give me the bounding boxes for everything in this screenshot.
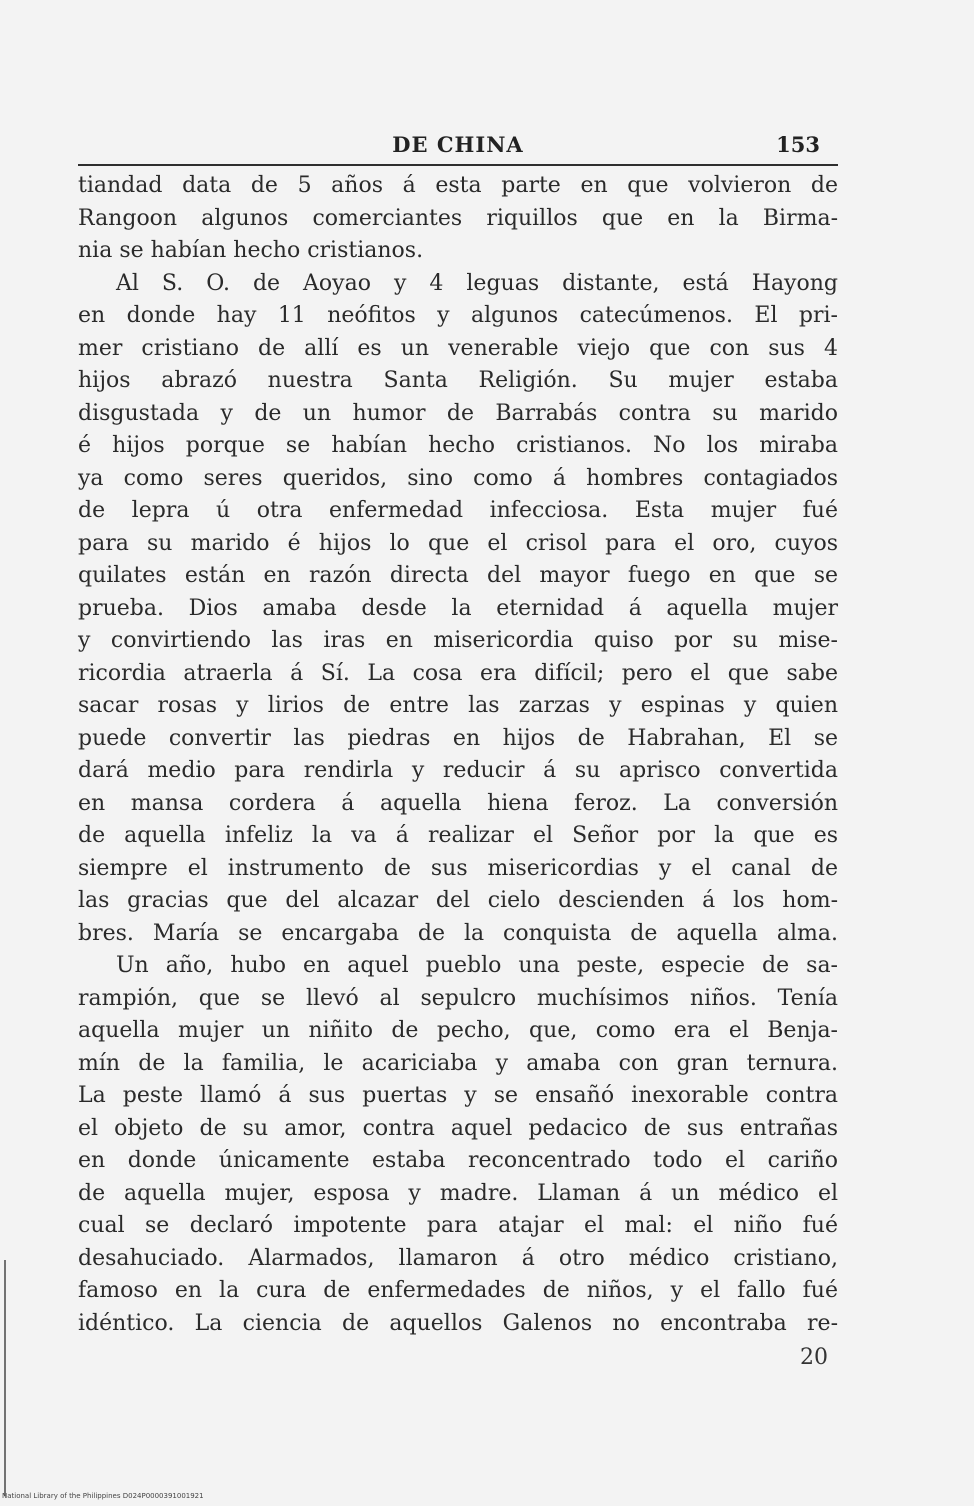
text-line: hijos abrazó nuestra Santa Religión. Su mujer estaba [78, 368, 838, 393]
text-line: nia se habían hecho cristianos. [78, 238, 424, 263]
text-line: La peste llamó á sus puertas y se ensañó inexorable contra [78, 1083, 838, 1108]
text-line: sacar rosas y lirios de entre las zarzas y espinas y quien [78, 693, 838, 718]
signature-mark: 20 [800, 1345, 828, 1370]
page-edge-line [4, 1260, 6, 1496]
text-line: é hijos porque se habían hecho cristianos. No los miraba [78, 433, 838, 458]
text-line: Al S. O. de Aoyao y 4 leguas distante, está Hayong [116, 270, 838, 296]
text-line: ya como seres queridos, sino como á hombres contagiados [78, 465, 838, 491]
text-line: ricordia atraerla á Sí. La cosa era difícil; pero el que sabe [78, 660, 838, 686]
text-line: cual se declaró impotente para atajar el mal: el niño fué [78, 1213, 838, 1238]
text-line: aquella mujer un niñito de pecho, que, como era el Benja- [78, 1018, 838, 1043]
footer-stamp: National Library of the Philippines D024P0000391001921 [2, 1492, 204, 1500]
text-line: el objeto de su amor, contra aquel pedacico de sus entrañas [78, 1115, 838, 1141]
body-text [78, 170, 838, 1340]
text-line: prueba. Dios amaba desde la eternidad á aquella mujer [78, 595, 838, 621]
text-line: las gracias que del alcazar del cielo descienden á los hom- [78, 888, 838, 913]
text-line: tiandad data de 5 años á esta parte en que volvieron de [78, 173, 838, 198]
text-line: Un año, hubo en aquel pueblo una peste, especie de sa- [116, 953, 838, 978]
text-line: idéntico. La ciencia de aquellos Galenos no encontraba re- [78, 1310, 838, 1336]
text-line: rampión, que se llevó al sepulcro muchísimos niños. Tenía [78, 985, 838, 1011]
text-line: puede convertir las piedras en hijos de Habrahan, El se [78, 725, 838, 751]
text-line: bres. María se encargaba de la conquista de aquella alma. [78, 920, 838, 946]
text-line: Rangoon algunos comerciantes riquillos que en la Birma- [78, 205, 838, 231]
text-line: desahuciado. Alarmados, llamaron á otro médico cristiano, [78, 1245, 838, 1271]
text-line: siempre el instrumento de sus misericordias y el canal de [78, 855, 838, 881]
text-line: quilates están en razón directa del mayor fuego en que se [78, 563, 838, 588]
text-line: en donde hay 11 neófitos y algunos catecúmenos. El pri- [78, 303, 838, 328]
text-line: y convirtiendo las iras en misericordia quiso por su mise- [78, 628, 838, 653]
text-line: famoso en la cura de enfermedades de niños, y el fallo fué [78, 1278, 838, 1303]
text-line: para su marido é hijos lo que el crisol para el oro, cuyos [78, 530, 838, 556]
text-line: en mansa cordera á aquella hiena feroz. La conversión [78, 790, 838, 816]
page-header [78, 132, 838, 162]
text-line: disgustada y de un humor de Barrabás contra su marido [78, 400, 838, 426]
text-line: mín de la familia, le acariciaba y amaba con gran ternura. [78, 1050, 838, 1076]
page-number: 153 [776, 132, 820, 157]
text-line: dará medio para rendirla y reducir á su aprisco convertida [78, 758, 838, 783]
text-line: en donde únicamente estaba reconcentrado todo el cariño [78, 1148, 838, 1173]
text-line: de lepra ú otra enfermedad infecciosa. Esta mujer fué [78, 498, 838, 523]
text-line: de aquella mujer, esposa y madre. Llaman á un médico el [78, 1180, 838, 1206]
text-line: mer cristiano de allí es un venerable viejo que con sus 4 [78, 335, 838, 361]
running-head: DE CHINA [392, 132, 524, 157]
header-rule [78, 164, 838, 166]
text-line: de aquella infeliz la va á realizar el Señor por la que es [78, 823, 838, 848]
